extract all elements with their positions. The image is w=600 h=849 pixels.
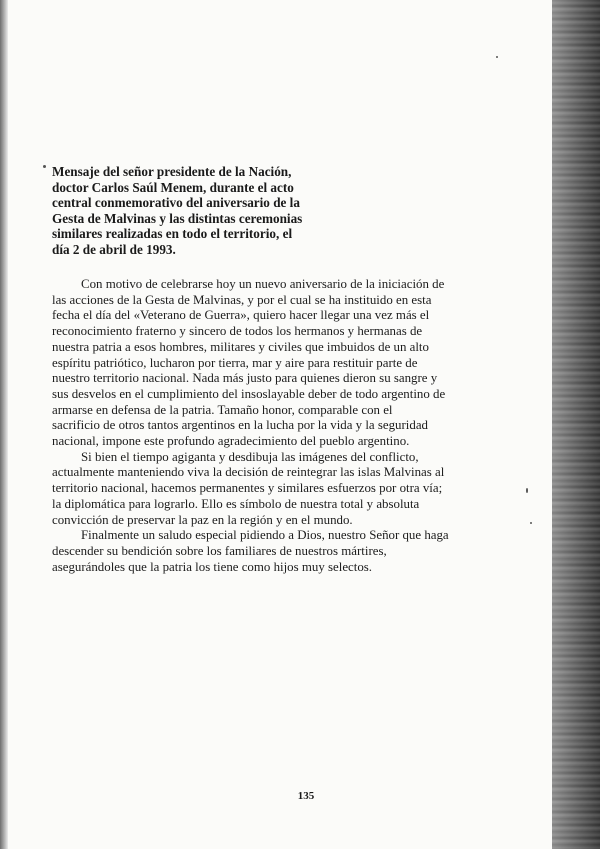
paragraph-1-line: fecha el día del «Veterano de Guerra», quiero hacer llegar una vez más el <box>52 308 430 323</box>
message-body <box>52 277 472 575</box>
paragraph-1-line: las acciones de la Gesta de Malvinas, y por el cual se ha instituido en esta <box>52 292 432 307</box>
binding-edge-shadow <box>0 0 8 849</box>
page-number: 135 <box>297 790 315 802</box>
scan-speck <box>43 165 46 168</box>
heading-line: similares realizadas en todo el territorio, el <box>52 226 293 242</box>
heading-line: central conmemorativo del aniversario de la <box>52 195 300 211</box>
heading-line: día 2 de abril de 1993. <box>52 241 176 257</box>
paragraph-2-line: la diplomática para lograrlo. Ello es símbolo de nuestra total y absoluta <box>52 496 420 511</box>
scanner-background <box>552 0 600 849</box>
paragraph-2-line: territorio nacional, hacemos permanentes y similares esfuerzos por otra vía; <box>52 481 443 496</box>
paragraph-1-line: nacional, impone este profundo agradecimiento del pueblo argentino. <box>52 434 410 449</box>
scan-speck <box>496 56 498 58</box>
scan-speck <box>526 488 528 493</box>
paragraph-1-line: sacrificio de otros tantos argentinos en la lucha por la vida y la seguridad <box>52 418 428 433</box>
heading-line: doctor Carlos Saúl Menem, durante el acto <box>52 179 294 195</box>
message-heading <box>52 164 322 258</box>
paragraph-1-line: nuestro territorio nacional. Nada más justo para quienes dieron su sangre y <box>52 371 438 386</box>
paragraph-1-line: nuestra patria a esos hombres, militares y civiles que imbuidos de un alto <box>52 339 429 354</box>
heading-line: Gesta de Malvinas y las distintas ceremonias <box>52 210 303 226</box>
paragraph-2-line: Si bien el tiempo agiganta y desdibuja las imágenes del conflicto, <box>81 449 419 464</box>
scan-speck <box>530 522 532 524</box>
paragraph-3-line: descender su bendición sobre los familiares de nuestros mártires, <box>52 543 387 558</box>
paragraph-3-line: asegurándoles que la patria los tiene como hijos muy selectos. <box>52 559 373 574</box>
paragraph-1-line: espíritu patriótico, lucharon por tierra, mar y aire para restituir parte de <box>52 355 418 370</box>
heading-line: Mensaje del señor presidente de la Nación, <box>52 164 292 179</box>
paragraph-1-line: sus desvelos en el cumplimiento del insoslayable deber de todo argentino de <box>52 386 446 401</box>
paragraph-2-line: actualmente manteniendo viva la decisión de reintegrar las islas Malvinas al <box>52 465 445 480</box>
document-page <box>6 0 554 849</box>
paragraph-1-line: Con motivo de celebrarse hoy un nuevo aniversario de la iniciación de <box>81 277 445 291</box>
paragraph-1-line: reconocimiento fraterno y sincero de todos los hermanos y hermanas de <box>52 324 423 339</box>
paragraph-3-line: Finalmente un saludo especial pidiendo a Dios, nuestro Señor que haga <box>81 528 449 543</box>
paragraph-2-line: convicción de preservar la paz en la región y en el mundo. <box>52 512 353 527</box>
paragraph-1-line: armarse en defensa de la patria. Tamaño honor, comparable con el <box>52 402 393 417</box>
